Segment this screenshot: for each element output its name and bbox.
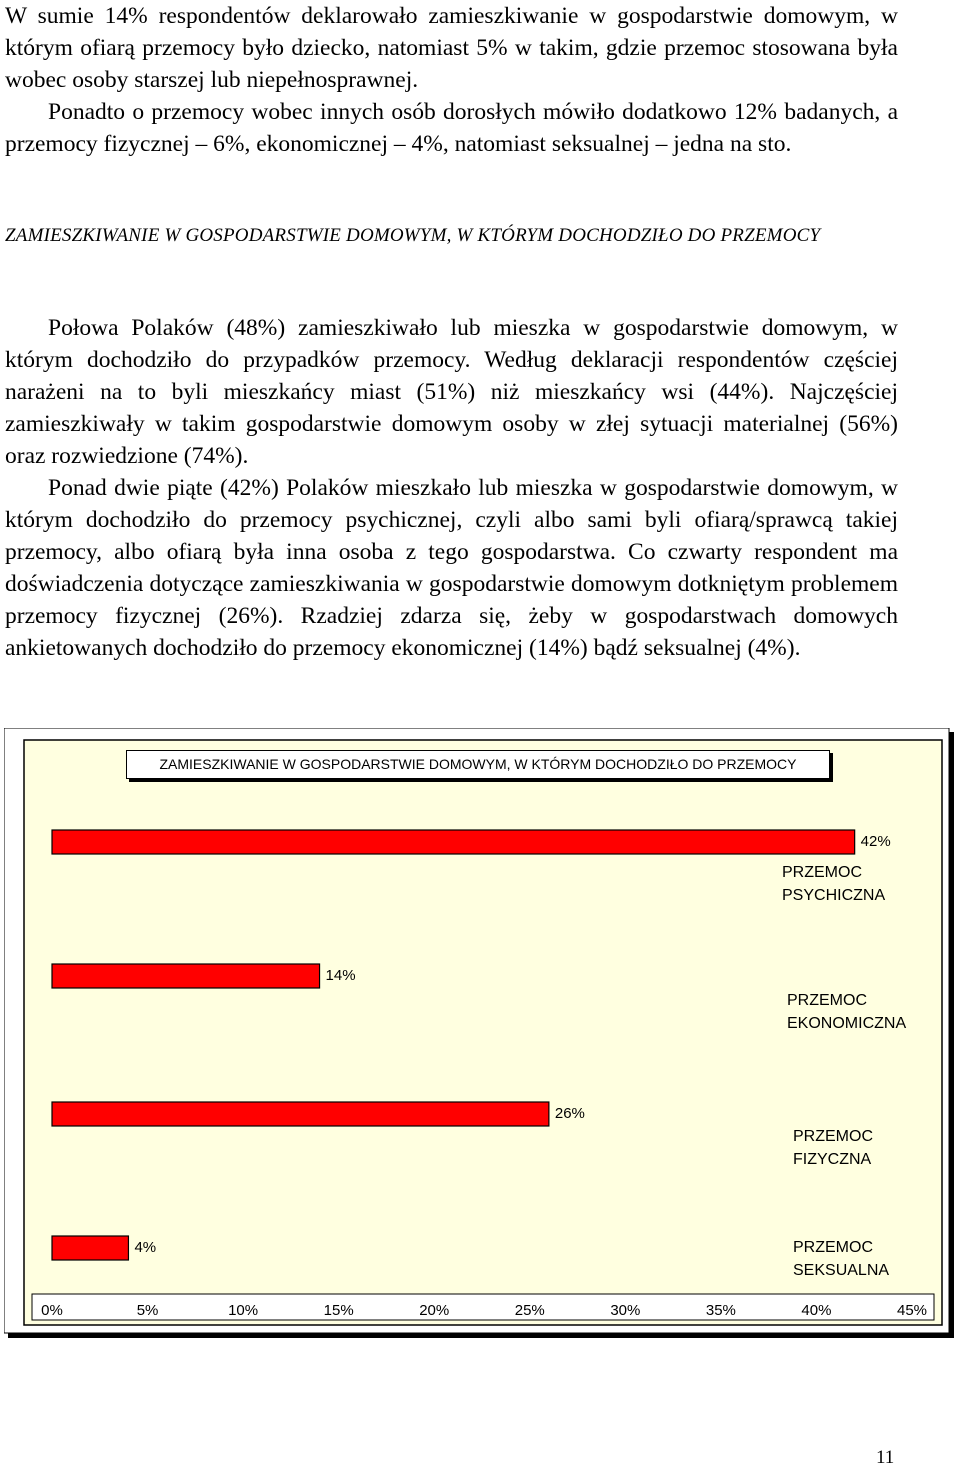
category-label-line: PRZEMOC: [793, 1128, 873, 1145]
paragraph: Ponad dwie piąte (42%) Polaków mieszkało lub mieszka w gospodarstwie domowym, w którym dochodziło do przemocy psychicznej, czyli albo sami byli ofiarą/sprawcą takiej przemocy, albo ofiarą była inna osoba z tego gospodarstwa. Co czwarty respondent ma doświadczenia dotyczące zamieszkiwania w gospodarstwie domowym dotkniętym problemem przemocy fizycznej (26%). Rzadziej zdarza się, żeby w gospodarstwach domowych ankietowanych dochodziło do przemocy ekonomicznej (14%) bądź seksualnej (4%).: [5, 475, 898, 661]
bar: [52, 1236, 128, 1260]
x-tick-label: 20%: [419, 1302, 450, 1319]
bar: [52, 830, 855, 854]
paragraph: W sumie 14% respondentów deklarowało zamieszkiwanie w gospodarstwie domowym, w którym ofiarą przemocy było dziecko, natomiast 5% w takim, gdzie przemoc stosowana była wobec osoby starszej lub niepełnosprawnej.: [5, 3, 898, 93]
x-tick-label: 35%: [705, 1302, 736, 1319]
bar-value-label: 14%: [325, 967, 356, 984]
bar: [52, 964, 320, 988]
category-label-line: FIZYCZNA: [793, 1151, 872, 1168]
category-label: [793, 1236, 943, 1282]
bar-chart: [4, 728, 954, 1338]
x-tick-label: 30%: [610, 1302, 641, 1319]
category-label: [793, 1125, 943, 1171]
x-tick-label: 15%: [323, 1302, 354, 1319]
main-text: [5, 312, 898, 664]
section-heading: ZAMIESZKIWANIE W GOSPODARSTWIE DOMOWYM, W KTÓRYM DOCHODZIŁO DO PRZEMOCY: [5, 225, 821, 246]
chart-title: ZAMIESZKIWANIE W GOSPODARSTWIE DOMOWYM, W KTÓRYM DOCHODZIŁO DO PRZEMOCY: [126, 750, 830, 779]
paragraph: Ponadto o przemocy wobec innych osób dorosłych mówiło dodatkowo 12% badanych, a przemocy fizycznej – 6%, ekonomicznej – 4%, natomiast seksualnej – jedna na sto.: [5, 99, 898, 157]
x-tick-label: 0%: [41, 1302, 63, 1319]
category-label-line: PRZEMOC: [793, 1239, 873, 1256]
x-tick-label: 40%: [801, 1302, 832, 1319]
category-label: [782, 861, 932, 907]
x-tick-label: 45%: [896, 1302, 928, 1319]
x-tick-label: 10%: [228, 1302, 259, 1319]
category-label-line: PRZEMOC: [787, 992, 867, 1009]
bar-value-label: 4%: [134, 1239, 157, 1256]
x-tick-label: 5%: [136, 1302, 159, 1319]
x-tick-label: 25%: [514, 1302, 545, 1319]
category-label-line: PRZEMOC: [782, 864, 862, 881]
intro-text: [5, 0, 898, 160]
category-label-line: SEKSUALNA: [793, 1262, 890, 1279]
bar-value-label: 26%: [554, 1105, 585, 1122]
bar: [52, 1102, 549, 1126]
paragraph: Połowa Polaków (48%) zamieszkiwało lub mieszka w gospodarstwie domowym, w którym dochodziło do przypadków przemocy. Według deklaracji respondentów częściej narażeni na to byli mieszkańcy miast (51%) niż mieszkańcy wsi (44%). Najczęściej zamieszkiwały w takim gospodarstwie domowym osoby w złej sytuacji materialnej (56%) oraz rozwiedzione (74%).: [5, 315, 898, 469]
category-label: [787, 989, 937, 1035]
category-label-line: PSYCHICZNA: [782, 887, 886, 904]
page-number: 11: [876, 1447, 895, 1468]
bar-value-label: 42%: [860, 833, 891, 850]
category-label-line: EKONOMICZNA: [787, 1015, 907, 1032]
